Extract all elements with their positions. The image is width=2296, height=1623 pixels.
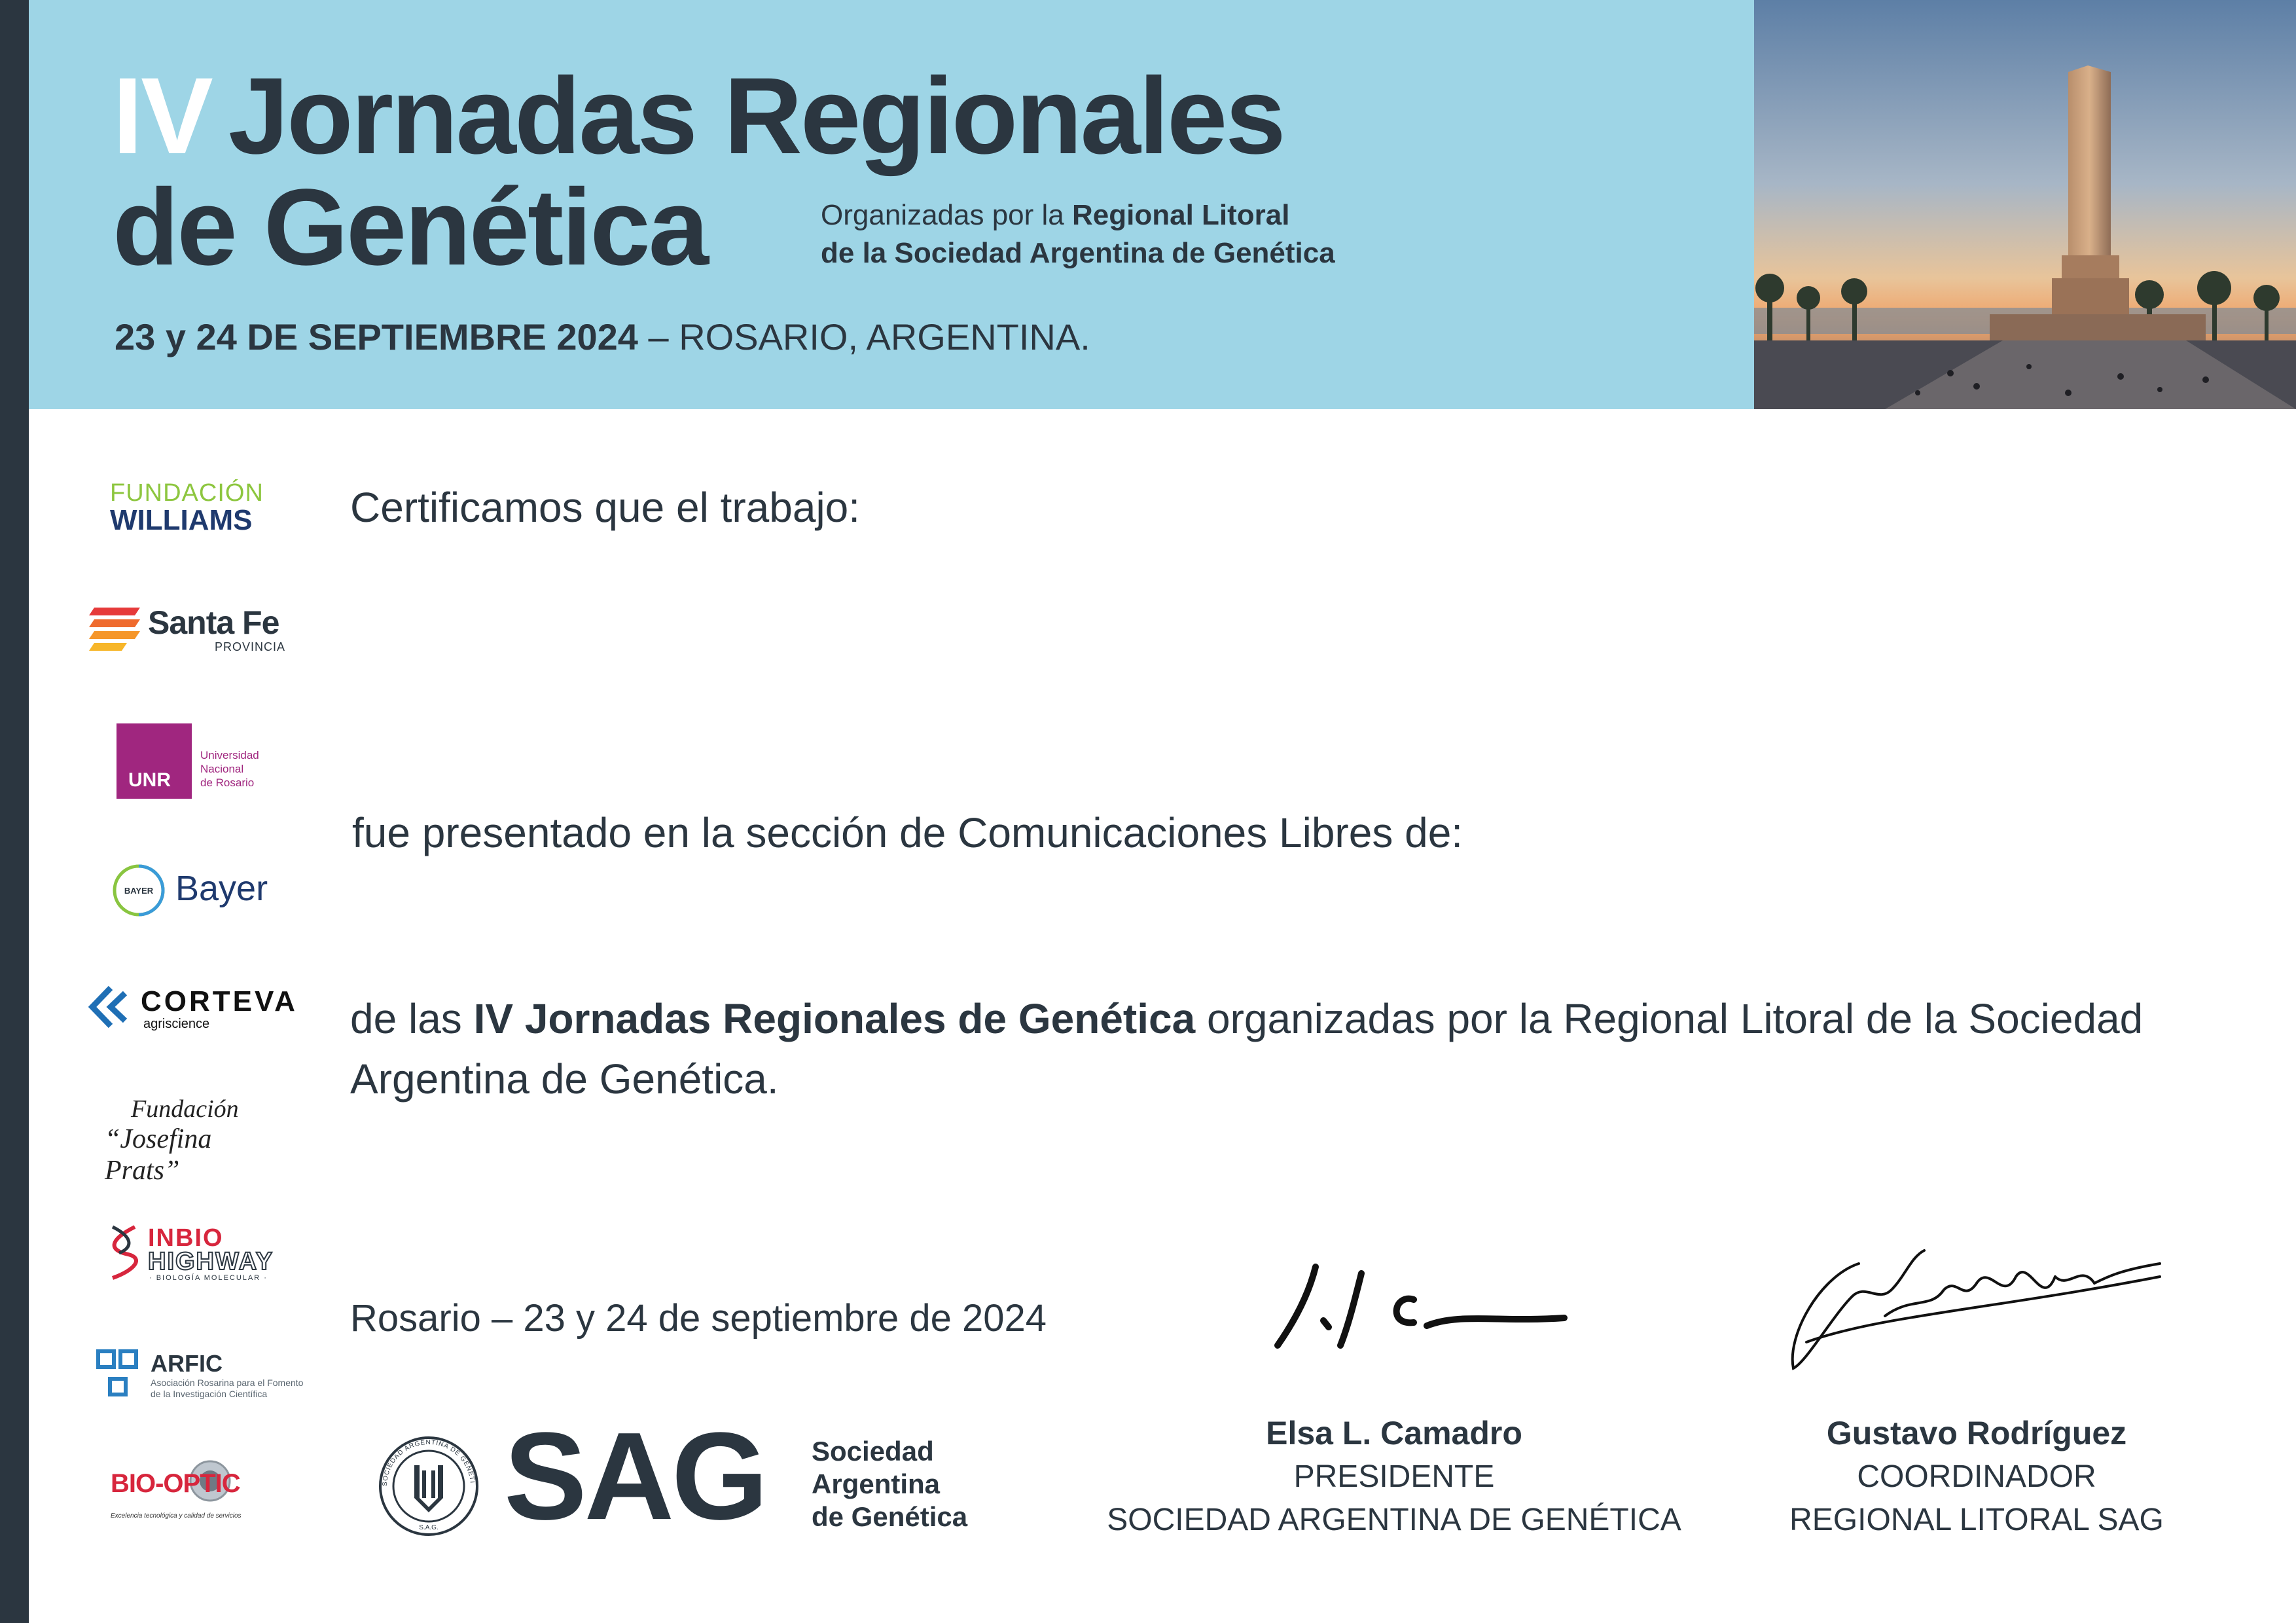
svg-text:S.A.G.: S.A.G.	[419, 1524, 439, 1531]
presented-line: fue presentado en la sección de Comunicaciones Libres de:	[352, 809, 1463, 856]
signer-role-1: PRESIDENTE	[1293, 1459, 1495, 1494]
dna-helix-icon	[102, 1224, 145, 1281]
signer-org-1: SOCIEDAD ARGENTINA DE GENÉTICA	[1107, 1503, 1681, 1537]
logo-corteva: CORTEVA agriscience	[87, 985, 310, 1031]
sag-full-name: Sociedad Argentina de Genética	[812, 1436, 968, 1532]
santa-fe-stripes-icon	[88, 608, 140, 653]
corteva-chevron-icon	[87, 985, 134, 1029]
signature-image-rodriguez	[1780, 1237, 2173, 1375]
event-title-line2: de Genética	[113, 167, 708, 288]
logo-fundacion-josefina-prats: Fundación “Josefina Prats”	[105, 1095, 239, 1186]
svg-text:BAYER: BAYER	[124, 886, 154, 896]
unr-box: UNR	[117, 723, 192, 799]
organizers-note	[821, 196, 1335, 272]
arfic-squares-icon	[96, 1349, 139, 1398]
certify-line: Certificamos que el trabajo:	[350, 484, 861, 531]
signer-org-2: REGIONAL LITORAL SAG	[1789, 1503, 2164, 1537]
sag-acronym: SAG	[504, 1407, 766, 1546]
monument-photo	[1754, 0, 2296, 409]
left-dark-bar	[0, 0, 29, 1623]
sag-seal-icon	[376, 1434, 481, 1539]
event-location: – ROSARIO, ARGENTINA.	[637, 316, 1090, 357]
organizers-line1: Organizadas por la Regional Litoral	[821, 199, 1290, 231]
signature-image-camadro	[1263, 1247, 1577, 1359]
event-title-text: Jornadas Regionales	[228, 56, 1284, 177]
svg-text:SOCIEDAD ARGENTINA DE GENÉTICA: SOCIEDAD ARGENTINA DE GENÉTI	[381, 1438, 476, 1487]
event-title-line1	[113, 56, 1284, 177]
logo-arfic: ARFIC Asociación Rosarina para el Fomento de la Investigación Científica	[96, 1349, 312, 1401]
signer-name-1: Elsa L. Camadro	[1266, 1415, 1522, 1451]
event-date: 23 y 24 DE SEPTIEMBRE 2024	[115, 316, 638, 357]
signer-role-2: COORDINADOR	[1857, 1459, 2096, 1494]
logo-santa-fe: Santa Fe PROVINCIA	[88, 602, 297, 655]
event-edition: IV	[113, 56, 211, 177]
logo-fundacion-williams: FUNDACIÓN WILLIAMS	[110, 479, 264, 536]
logo-bio-optic: BIO-OPTIC Excelencia tecnológica y calidad de servicios	[108, 1459, 291, 1524]
event-date-location	[115, 316, 1090, 358]
logo-unr: UNR Universidad Nacional de Rosario	[117, 723, 287, 799]
bayer-cross-icon	[113, 864, 165, 917]
logo-bayer: BAYER Bayer	[113, 863, 283, 919]
organizers-line2: de la Sociedad Argentina de Genética	[821, 237, 1335, 269]
logo-inbio-highway: INBIO HIGHWAY · BIOLOGÍA MOLECULAR ·	[102, 1224, 298, 1283]
sag-seal	[376, 1434, 481, 1539]
place-and-date: Rosario – 23 y 24 de septiembre de 2024	[350, 1297, 1047, 1340]
event-reference-paragraph: de las IV Jornadas Regionales de Genética organizadas por la Regional Litoral de la Sociedad Argentina de Genética.	[350, 995, 2144, 1103]
signer-name-2: Gustavo Rodríguez	[1826, 1415, 2127, 1451]
